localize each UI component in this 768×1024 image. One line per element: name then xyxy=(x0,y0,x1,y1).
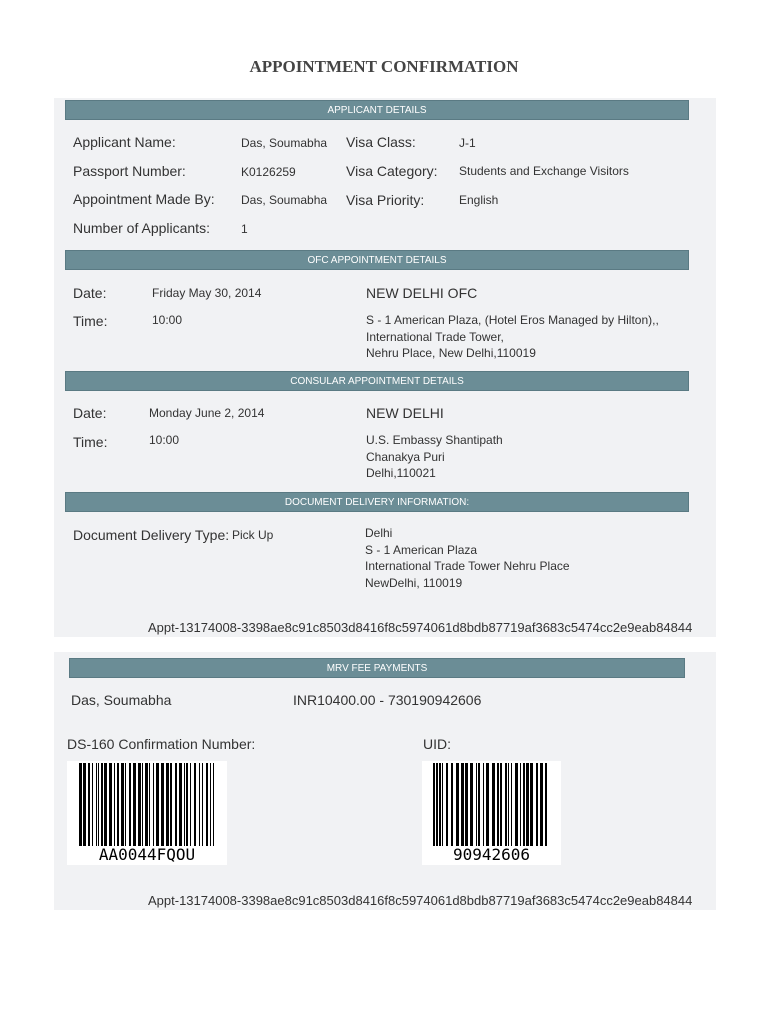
applicant-name-value: Das, Soumabha xyxy=(241,136,328,150)
ofc-appointment-header: OFC APPOINTMENT DETAILS xyxy=(65,250,689,270)
barcode-bar xyxy=(145,763,148,847)
ds160-barcode-bars xyxy=(67,761,227,847)
barcode-bar xyxy=(109,763,112,847)
ds160-confirmation-label: DS-160 Confirmation Number: xyxy=(67,736,256,752)
barcode-bar xyxy=(523,763,525,847)
barcode-bar xyxy=(156,763,159,847)
barcode-bar xyxy=(486,763,489,847)
barcode-bar xyxy=(104,763,107,847)
barcode-bar xyxy=(166,763,169,847)
passport-number-label: Passport Number: xyxy=(73,163,186,179)
barcode-bar xyxy=(465,763,468,847)
barcode-bar xyxy=(545,763,547,847)
barcode-bar xyxy=(153,763,154,847)
barcode-bar xyxy=(500,763,502,847)
barcode-bar xyxy=(436,763,438,847)
delivery-address-line: S - 1 American Plaza xyxy=(365,542,478,557)
barcode-bar xyxy=(125,763,126,847)
ofc-time-value: 10:00 xyxy=(152,313,183,327)
consular-date-value: Monday June 2, 2014 xyxy=(149,406,265,420)
barcode-bar xyxy=(439,763,441,847)
barcode-bar xyxy=(483,763,484,847)
barcode-bar xyxy=(96,763,97,847)
barcode-bar xyxy=(511,763,512,847)
barcode-bar xyxy=(536,763,538,847)
mrv-payment-value: INR10400.00 - 730190942606 xyxy=(293,692,482,708)
page-title: APPOINTMENT CONFIRMATION xyxy=(249,57,519,76)
delivery-address-line: NewDelhi, 110019 xyxy=(365,575,463,590)
consular-location: NEW DELHI xyxy=(366,405,444,421)
barcode-bar xyxy=(101,763,103,847)
mrv-fee-payments-header: MRV FEE PAYMENTS xyxy=(69,658,685,678)
barcode-bar xyxy=(515,763,518,847)
barcode-bar xyxy=(446,763,448,847)
ofc-location: NEW DELHI OFC xyxy=(366,285,478,301)
visa-class-value: J-1 xyxy=(459,136,476,150)
consular-appointment-header: CONSULAR APPOINTMENT DETAILS xyxy=(65,371,689,391)
appointment-made-by-value: Das, Soumabha xyxy=(241,193,328,207)
ofc-date-label: Date: xyxy=(73,285,107,301)
barcode-bar xyxy=(206,763,208,847)
visa-priority-label: Visa Priority: xyxy=(346,192,425,208)
delivery-address xyxy=(365,525,570,591)
applicant-details-header: APPLICANT DETAILS xyxy=(65,100,689,120)
uid-label: UID: xyxy=(423,736,451,752)
consular-address-line: Delhi,110021 xyxy=(366,466,436,480)
visa-class-label: Visa Class: xyxy=(346,134,416,150)
number-of-applicants-label: Number of Applicants: xyxy=(73,220,210,236)
barcode-bar xyxy=(442,763,443,847)
barcode-bar xyxy=(149,763,150,847)
consular-time-value: 10:00 xyxy=(149,433,180,447)
uid-barcode xyxy=(422,761,561,865)
barcode-bar xyxy=(179,763,182,847)
ofc-address-line: International Trade Tower, xyxy=(366,329,504,344)
consular-address-line: U.S. Embassy Shantipath xyxy=(366,433,503,447)
visa-priority-value: English xyxy=(459,193,499,207)
ofc-time-label: Time: xyxy=(73,313,108,329)
barcode-bar xyxy=(492,763,495,847)
consular-address xyxy=(366,432,503,482)
visa-category-label: Visa Category: xyxy=(346,163,438,179)
consular-time-label: Time: xyxy=(73,434,108,450)
consular-date-label: Date: xyxy=(73,405,107,421)
ds160-barcode xyxy=(67,761,227,865)
uid-barcode-bars xyxy=(422,761,561,847)
appointment-reference: Appt-13174008-3398ae8c91c8503d8416f8c5974061d8bdb87719af3683c5474cc2e9eab84844 xyxy=(148,620,693,635)
barcode-bar xyxy=(451,763,453,847)
barcode-bar xyxy=(170,763,172,847)
barcode-bar xyxy=(133,763,136,847)
delivery-type-value: Pick Up xyxy=(232,528,274,542)
ofc-address xyxy=(366,312,659,362)
ofc-address-line: S - 1 American Plaza, (Hotel Eros Managed by Hilton),, xyxy=(366,313,659,327)
barcode-bar xyxy=(530,763,533,847)
barcode-bar xyxy=(194,763,196,847)
barcode-bar xyxy=(508,763,509,847)
barcode-bar xyxy=(142,763,143,847)
barcode-bar xyxy=(202,763,203,847)
barcode-bar xyxy=(526,763,529,847)
barcode-bar xyxy=(129,763,131,847)
barcode-bar xyxy=(190,763,191,847)
delivery-address-line: International Trade Tower Nehru Place xyxy=(365,559,570,573)
barcode-bar xyxy=(478,763,480,847)
barcode-bar xyxy=(199,763,200,847)
visa-category-value: Students and Exchange Visitors xyxy=(459,164,629,178)
barcode-bar xyxy=(88,763,90,847)
barcode-bar xyxy=(114,763,115,847)
barcode-bar xyxy=(497,763,499,847)
barcode-bar xyxy=(433,763,435,847)
document-delivery-header: DOCUMENT DELIVERY INFORMATION: xyxy=(65,492,689,512)
barcode-bar xyxy=(117,763,119,847)
barcode-bar xyxy=(83,763,86,847)
barcode-bar xyxy=(520,763,521,847)
mrv-payer-name: Das, Soumabha xyxy=(71,692,172,708)
appointment-reference-footer: Appt-13174008-3398ae8c91c8503d8416f8c5974061d8bdb87719af3683c5474cc2e9eab84844 xyxy=(148,893,693,908)
delivery-address-line: Delhi xyxy=(365,526,393,540)
barcode-bar xyxy=(184,763,185,847)
barcode-bar xyxy=(79,763,82,847)
ofc-address-line: Nehru Place, New Delhi,110019 xyxy=(366,346,536,360)
ds160-barcode-text: AA0044FQOU xyxy=(67,846,227,864)
barcode-bar xyxy=(461,763,464,847)
delivery-type-label: Document Delivery Type: xyxy=(73,527,230,543)
barcode-bar xyxy=(470,763,473,847)
barcode-bar xyxy=(161,763,164,847)
barcode-bar xyxy=(456,763,459,847)
passport-number-value: K0126259 xyxy=(241,165,296,179)
barcode-bar xyxy=(213,763,214,847)
number-of-applicants-value: 1 xyxy=(241,222,248,236)
barcode-bar xyxy=(210,763,211,847)
applicant-name-label: Applicant Name: xyxy=(73,134,176,150)
barcode-bar xyxy=(138,763,141,847)
barcode-bar xyxy=(98,763,99,847)
appointment-made-by-label: Appointment Made By: xyxy=(73,191,215,207)
barcode-bar xyxy=(505,763,507,847)
ofc-date-value: Friday May 30, 2014 xyxy=(152,286,262,300)
barcode-bar xyxy=(175,763,177,847)
barcode-bar xyxy=(186,763,188,847)
barcode-bar xyxy=(121,763,124,847)
barcode-bar xyxy=(540,763,543,847)
barcode-bar xyxy=(92,763,93,847)
consular-address-line: Chanakya Puri xyxy=(366,449,445,464)
uid-barcode-text: 90942606 xyxy=(422,846,561,864)
barcode-bar xyxy=(476,763,477,847)
